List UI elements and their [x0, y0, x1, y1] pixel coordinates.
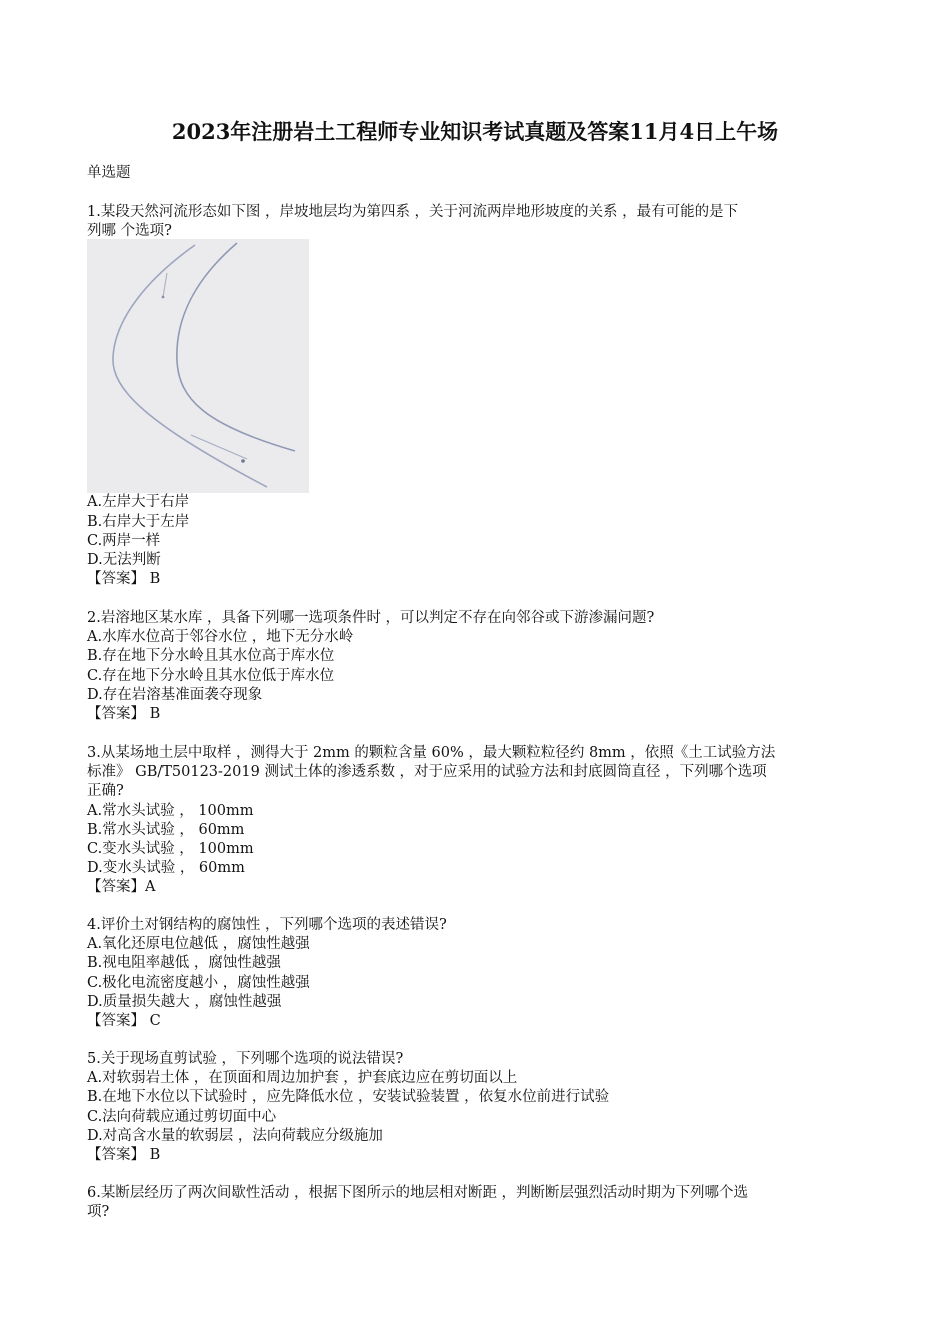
question-stem-line: 6.某断层经历了两次间歇性活动 ，根据下图所示的地层相对断距 ，判断断层强烈活动时期为下列哪个选: [87, 1185, 749, 1201]
question-stem-line: 列哪 个选项?: [87, 223, 172, 240]
option-a: A.水库水位高于邻谷水位 ，地下无分水岭: [87, 629, 354, 646]
option-d: D.变水头试验 ， 60mm: [87, 860, 245, 877]
question-stem-line: 2.岩溶地区某水库 ，具备下列哪一选项条件时 ，可以判定不存在向邻谷或下游渗漏问题?: [87, 610, 655, 626]
option-b: B.在地下水位以下试验时 ，应先降低水位 ，安装试验装置 ，依复水位前进行试验: [87, 1089, 610, 1106]
option-a: A.对软弱岩土体 ，在顶面和周边加护套 ，护套底边应在剪切面以上: [87, 1070, 518, 1087]
section-heading: 单选题: [87, 165, 131, 181]
option-c: C.两岸一样: [87, 532, 161, 549]
question-3: [87, 744, 862, 898]
option-d: D.对高含水量的软弱层 ，法向荷载应分级施加: [87, 1127, 383, 1144]
question-5: [87, 1050, 862, 1165]
answer: 【答案】A: [87, 879, 156, 896]
option-c: C.法向荷载应通过剪切面中心: [87, 1108, 277, 1125]
question-stem-line: 正确?: [87, 783, 124, 800]
answer: 【答案】 C: [87, 1012, 161, 1029]
option-b: B.视电阻率越低 ，腐蚀性越强: [87, 955, 281, 972]
option-c: C.存在地下分水岭且其水位低于库水位: [87, 667, 335, 684]
option-c: C.极化电流密度越小 ，腐蚀性越强: [87, 974, 310, 991]
question-6: [87, 1184, 862, 1222]
option-b: B.右岸大于左岸: [87, 513, 190, 530]
river-sketch-figure: [87, 239, 309, 493]
option-d: D.存在岩溶基准面袭夺现象: [87, 686, 263, 703]
option-d: D.质量损失越大 ，腐蚀性越强: [87, 993, 282, 1010]
question-1: [87, 203, 862, 589]
question-stem-line: 3.从某场地土层中取样 ，测得大于 2mm 的颗粒含量 60% ，最大颗粒粒径约 8mm ，依照《土工试验方法: [87, 745, 776, 761]
question-4: [87, 916, 862, 1031]
answer: 【答案】 B: [87, 571, 161, 588]
option-b: B.存在地下分水岭且其水位高于库水位: [87, 648, 335, 665]
page-title: 2023年注册岩土工程师专业知识考试真题及答案11月4日上午场: [171, 119, 779, 144]
option-a: A.左岸大于右岸: [87, 494, 190, 511]
answer: 【答案】 B: [87, 705, 161, 722]
option-c: C.变水头试验 ， 100mm: [87, 840, 254, 857]
question-stem-line: 5.关于现场直剪试验 ，下列哪个选项的说法错误?: [87, 1051, 404, 1067]
question-stem-line: 项?: [87, 1204, 110, 1221]
question-stem-line: 1.某段天然河流形态如下图 ，岸坡地层均为第四系 ，关于河流两岸地形坡度的关系 ，最有可能的是下: [87, 204, 739, 220]
option-a: A.氧化还原电位越低 ，腐蚀性越强: [87, 936, 310, 953]
answer: 【答案】 B: [87, 1146, 161, 1163]
option-b: B.常水头试验 ， 60mm: [87, 821, 245, 838]
river-sketch-image: [87, 239, 309, 493]
option-d: D.无法判断: [87, 551, 161, 568]
option-a: A.常水头试验 ， 100mm: [87, 802, 254, 819]
question-stem-line: 标准》 GB/T50123-2019 测试土体的渗透系数 ，对于应采用的试验方法和封底圆筒直径 ，下列哪个选项: [87, 764, 767, 781]
question-2: [87, 609, 862, 724]
question-stem-line: 4.评价土对钢结构的腐蚀性 ，下列哪个选项的表述错误?: [87, 917, 447, 933]
